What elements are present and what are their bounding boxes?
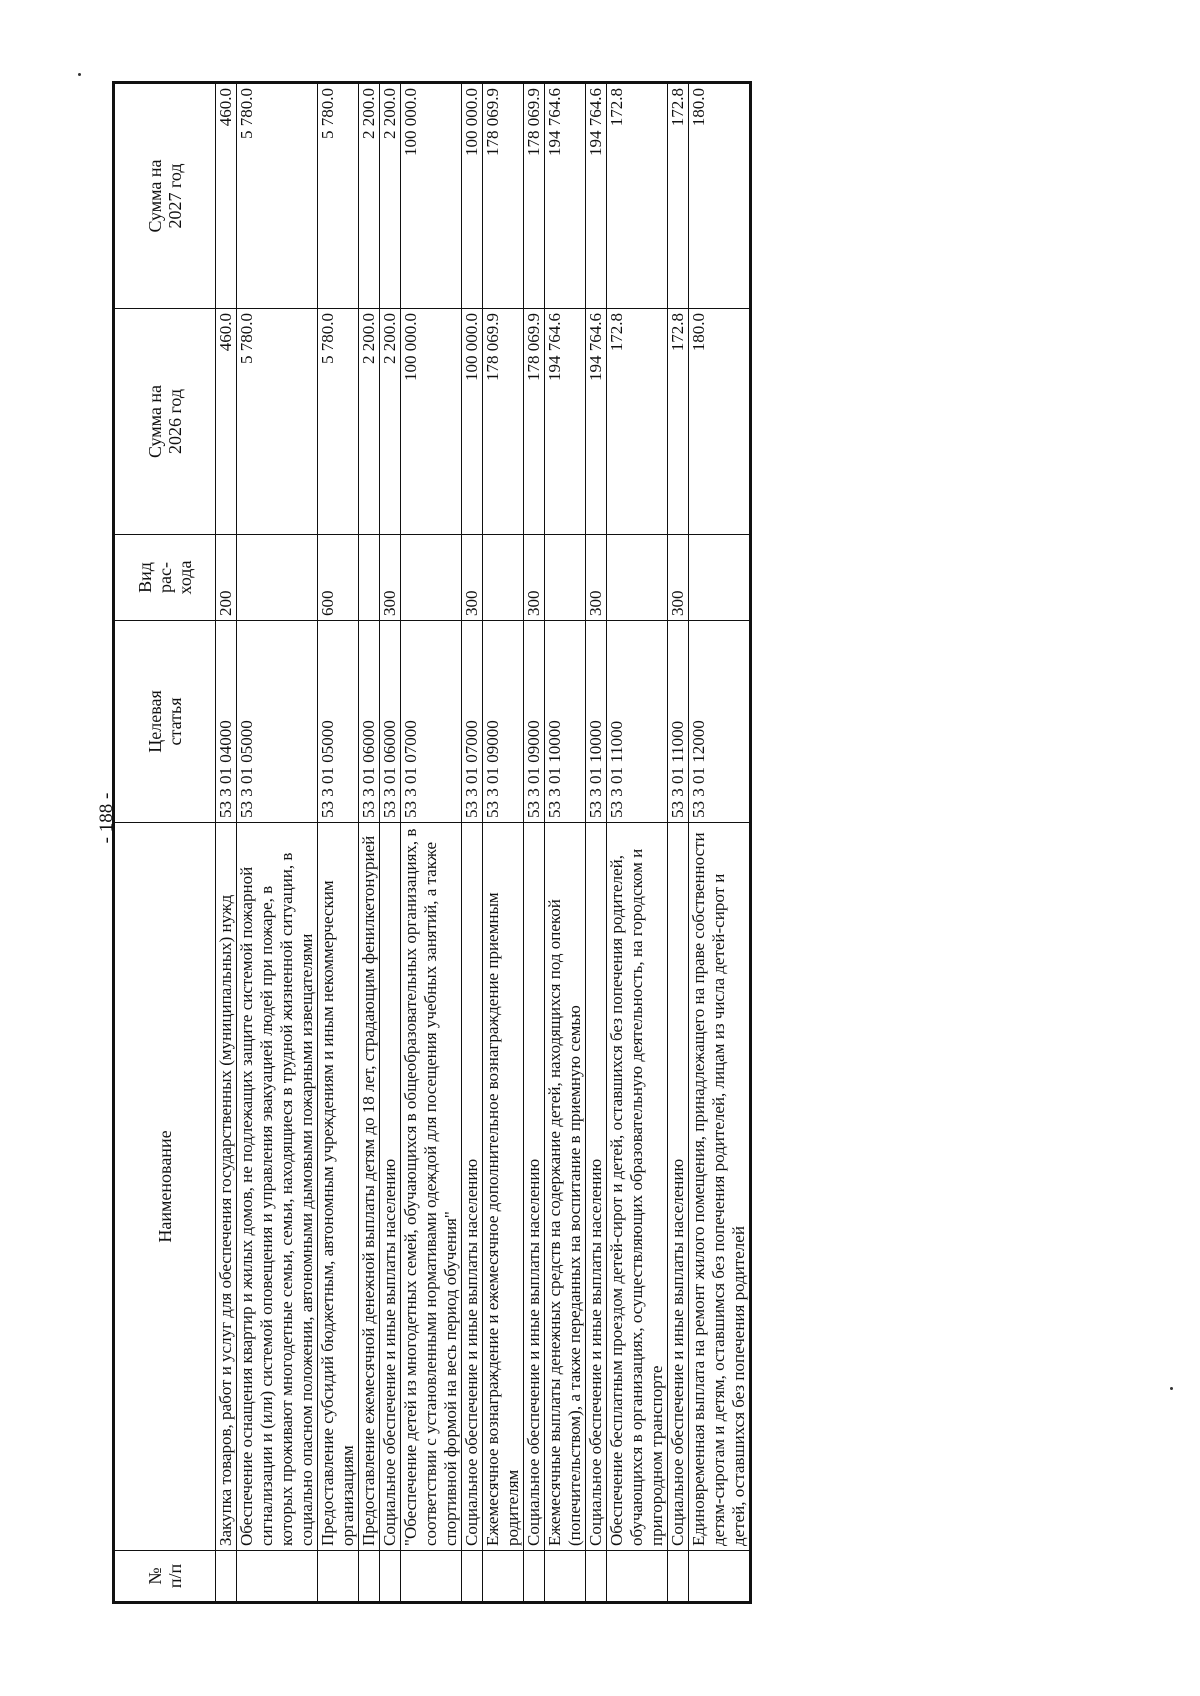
cell-expense-kind <box>237 535 318 621</box>
cell-sum-2027: 194 764.6 <box>545 83 586 309</box>
header-index-line: № <box>145 1567 165 1585</box>
cell-index <box>359 1551 380 1603</box>
cell-name: Предоставление ежемесячной денежной выплаты детям до 18 лет, страдающим фенилкетонурией <box>359 823 380 1551</box>
cell-sum-2026: 5 780.0 <box>318 309 359 535</box>
cell-sum-2027: 194 764.6 <box>586 83 607 309</box>
cell-index <box>237 1551 318 1603</box>
cell-expense-kind <box>607 535 668 621</box>
cell-sum-2027: 460.0 <box>216 83 237 309</box>
table-row <box>689 83 751 1603</box>
cell-target-article: 53 3 01 11000 <box>668 621 689 823</box>
header-target-article <box>114 621 216 823</box>
cell-sum-2026: 178 069.9 <box>483 309 524 535</box>
table-row <box>524 83 545 1603</box>
header-sum-2027-line: Сумма на <box>145 159 165 233</box>
cell-sum-2027: 180.0 <box>689 83 751 309</box>
cell-expense-kind <box>401 535 462 621</box>
header-sum-2026-line: Сумма на <box>145 384 165 459</box>
header-sum-2026 <box>114 309 216 535</box>
header-index-line: п/п <box>165 1563 185 1589</box>
cell-name: Закупка товаров, работ и услуг для обеспечения государственных (муниципальных) нужд <box>216 823 237 1551</box>
cell-target-article: 53 3 01 04000 <box>216 621 237 823</box>
scan-speck <box>78 73 81 76</box>
cell-index <box>545 1551 586 1603</box>
cell-name: Предоставление субсидий бюджетным, автономным учреждениям и иным некоммерческим организациям <box>318 823 359 1551</box>
cell-sum-2026: 460.0 <box>216 309 237 535</box>
cell-index <box>483 1551 524 1603</box>
cell-expense-kind: 300 <box>668 535 689 621</box>
cell-name: Единовременная выплата на ремонт жилого помещения, принадлежащего на праве собственности детям-сиротам и детям, оставшимся без попечения родителей, лицам из числа детей-сирот и детей, оставшихся без попечения родителей <box>689 823 751 1551</box>
cell-index <box>668 1551 689 1603</box>
cell-sum-2027: 178 069.9 <box>483 83 524 309</box>
table-row <box>401 83 462 1603</box>
table-row <box>237 83 318 1603</box>
cell-sum-2027: 172.8 <box>668 83 689 309</box>
cell-index <box>689 1551 751 1603</box>
cell-expense-kind: 300 <box>462 535 483 621</box>
cell-index <box>380 1551 401 1603</box>
page-number: - 188 - <box>96 792 117 844</box>
cell-index <box>318 1551 359 1603</box>
cell-target-article: 53 3 01 05000 <box>237 621 318 823</box>
cell-sum-2027: 178 069.9 <box>524 83 545 309</box>
cell-index <box>462 1551 483 1603</box>
cell-name: Социальное обеспечение и иные выплаты населению <box>668 823 689 1551</box>
cell-sum-2027: 2 200.0 <box>380 83 401 309</box>
cell-sum-2027: 172.8 <box>607 83 668 309</box>
table-row <box>668 83 689 1603</box>
table-row <box>380 83 401 1603</box>
cell-name: Социальное обеспечение и иные выплаты населению <box>586 823 607 1551</box>
header-target-article-line: статья <box>165 697 185 746</box>
cell-expense-kind <box>545 535 586 621</box>
header-name <box>114 823 216 1551</box>
scan-speck <box>1170 1387 1173 1390</box>
header-expense-kind-line: рас- <box>155 562 175 593</box>
cell-sum-2026: 100 000.0 <box>401 309 462 535</box>
cell-target-article: 53 3 01 06000 <box>359 621 380 823</box>
cell-expense-kind: 300 <box>524 535 545 621</box>
cell-expense-kind <box>359 535 380 621</box>
table-body <box>216 83 751 1603</box>
cell-sum-2026: 2 200.0 <box>380 309 401 535</box>
cell-index <box>586 1551 607 1603</box>
header-name-line: Наименование <box>155 1130 175 1243</box>
cell-sum-2027: 100 000.0 <box>401 83 462 309</box>
cell-index <box>401 1551 462 1603</box>
cell-target-article: 53 3 01 10000 <box>545 621 586 823</box>
cell-target-article: 53 3 01 06000 <box>380 621 401 823</box>
cell-target-article: 53 3 01 12000 <box>689 621 751 823</box>
cell-target-article: 53 3 01 11000 <box>607 621 668 823</box>
cell-expense-kind: 300 <box>380 535 401 621</box>
cell-target-article: 53 3 01 07000 <box>401 621 462 823</box>
cell-sum-2027: 5 780.0 <box>237 83 318 309</box>
header-sum-2026-line: 2026 год <box>165 388 185 455</box>
cell-sum-2026: 180.0 <box>689 309 751 535</box>
cell-sum-2026: 194 764.6 <box>545 309 586 535</box>
cell-index <box>524 1551 545 1603</box>
table-row <box>483 83 524 1603</box>
cell-name: Ежемесячные выплаты денежных средств на содержание детей, находящихся под опекой (попечительством), а также переданных на воспитание в приемную семью <box>545 823 586 1551</box>
header-expense-kind-line: хода <box>175 560 195 595</box>
cell-expense-kind: 600 <box>318 535 359 621</box>
cell-name: Ежемесячное вознаграждение и ежемесячное дополнительное вознаграждение приемным родителям <box>483 823 524 1551</box>
header-index <box>114 1551 216 1603</box>
cell-index <box>216 1551 237 1603</box>
cell-name: Социальное обеспечение и иные выплаты населению <box>462 823 483 1551</box>
budget-table <box>112 81 752 1604</box>
header-target-article-line: Целевая <box>145 690 165 753</box>
cell-name: Обеспечение бесплатным проездом детей-сирот и детей, оставшихся без попечения родителей, обучающихся в организациях, осуществляющих образовательную деятельность, на городском и пригородном транспорте <box>607 823 668 1551</box>
cell-sum-2027: 2 200.0 <box>359 83 380 309</box>
table-row <box>586 83 607 1603</box>
cell-target-article: 53 3 01 09000 <box>483 621 524 823</box>
cell-sum-2026: 5 780.0 <box>237 309 318 535</box>
cell-sum-2026: 100 000.0 <box>462 309 483 535</box>
table-row <box>359 83 380 1603</box>
header-sum-2027-line: 2027 год <box>165 163 185 229</box>
cell-name: Социальное обеспечение и иные выплаты населению <box>380 823 401 1551</box>
header-sum-2027 <box>114 83 216 309</box>
table-row <box>216 83 237 1603</box>
cell-index <box>607 1551 668 1603</box>
cell-target-article: 53 3 01 10000 <box>586 621 607 823</box>
header-expense-kind-line: Вид <box>135 562 155 593</box>
cell-target-article: 53 3 01 09000 <box>524 621 545 823</box>
cell-expense-kind: 200 <box>216 535 237 621</box>
cell-sum-2026: 178 069.9 <box>524 309 545 535</box>
cell-sum-2026: 194 764.6 <box>586 309 607 535</box>
table-row <box>462 83 483 1603</box>
cell-expense-kind <box>689 535 751 621</box>
cell-sum-2026: 2 200.0 <box>359 309 380 535</box>
cell-name: Социальное обеспечение и иные выплаты населению <box>524 823 545 1551</box>
cell-sum-2026: 172.8 <box>607 309 668 535</box>
cell-sum-2026: 172.8 <box>668 309 689 535</box>
cell-target-article: 53 3 01 05000 <box>318 621 359 823</box>
cell-name: "Обеспечение детей из многодетных семей, обучающихся в общеобразовательных организациях, в соответствии с установленными нормативами одеждой для посещения учебных занятий, а также спортивной формой на весь период обучения" <box>401 823 462 1551</box>
table-row <box>545 83 586 1603</box>
cell-name: Обеспечение оснащения квартир и жилых домов, не подлежащих защите системой пожарной сигнализации и (или) системой оповещения и управления эвакуацией людей при пожаре, в которых проживают многодетные семьи, семьи, находящиеся в трудной жизненной ситуации, в социально опасном положении, автономными дымовыми пожарными извещателями <box>237 823 318 1551</box>
table-header-row <box>114 83 216 1603</box>
cell-expense-kind: 300 <box>586 535 607 621</box>
cell-sum-2027: 5 780.0 <box>318 83 359 309</box>
table-row <box>607 83 668 1603</box>
cell-sum-2027: 100 000.0 <box>462 83 483 309</box>
cell-expense-kind <box>483 535 524 621</box>
header-expense-kind <box>114 535 216 621</box>
table-row <box>318 83 359 1603</box>
cell-target-article: 53 3 01 07000 <box>462 621 483 823</box>
